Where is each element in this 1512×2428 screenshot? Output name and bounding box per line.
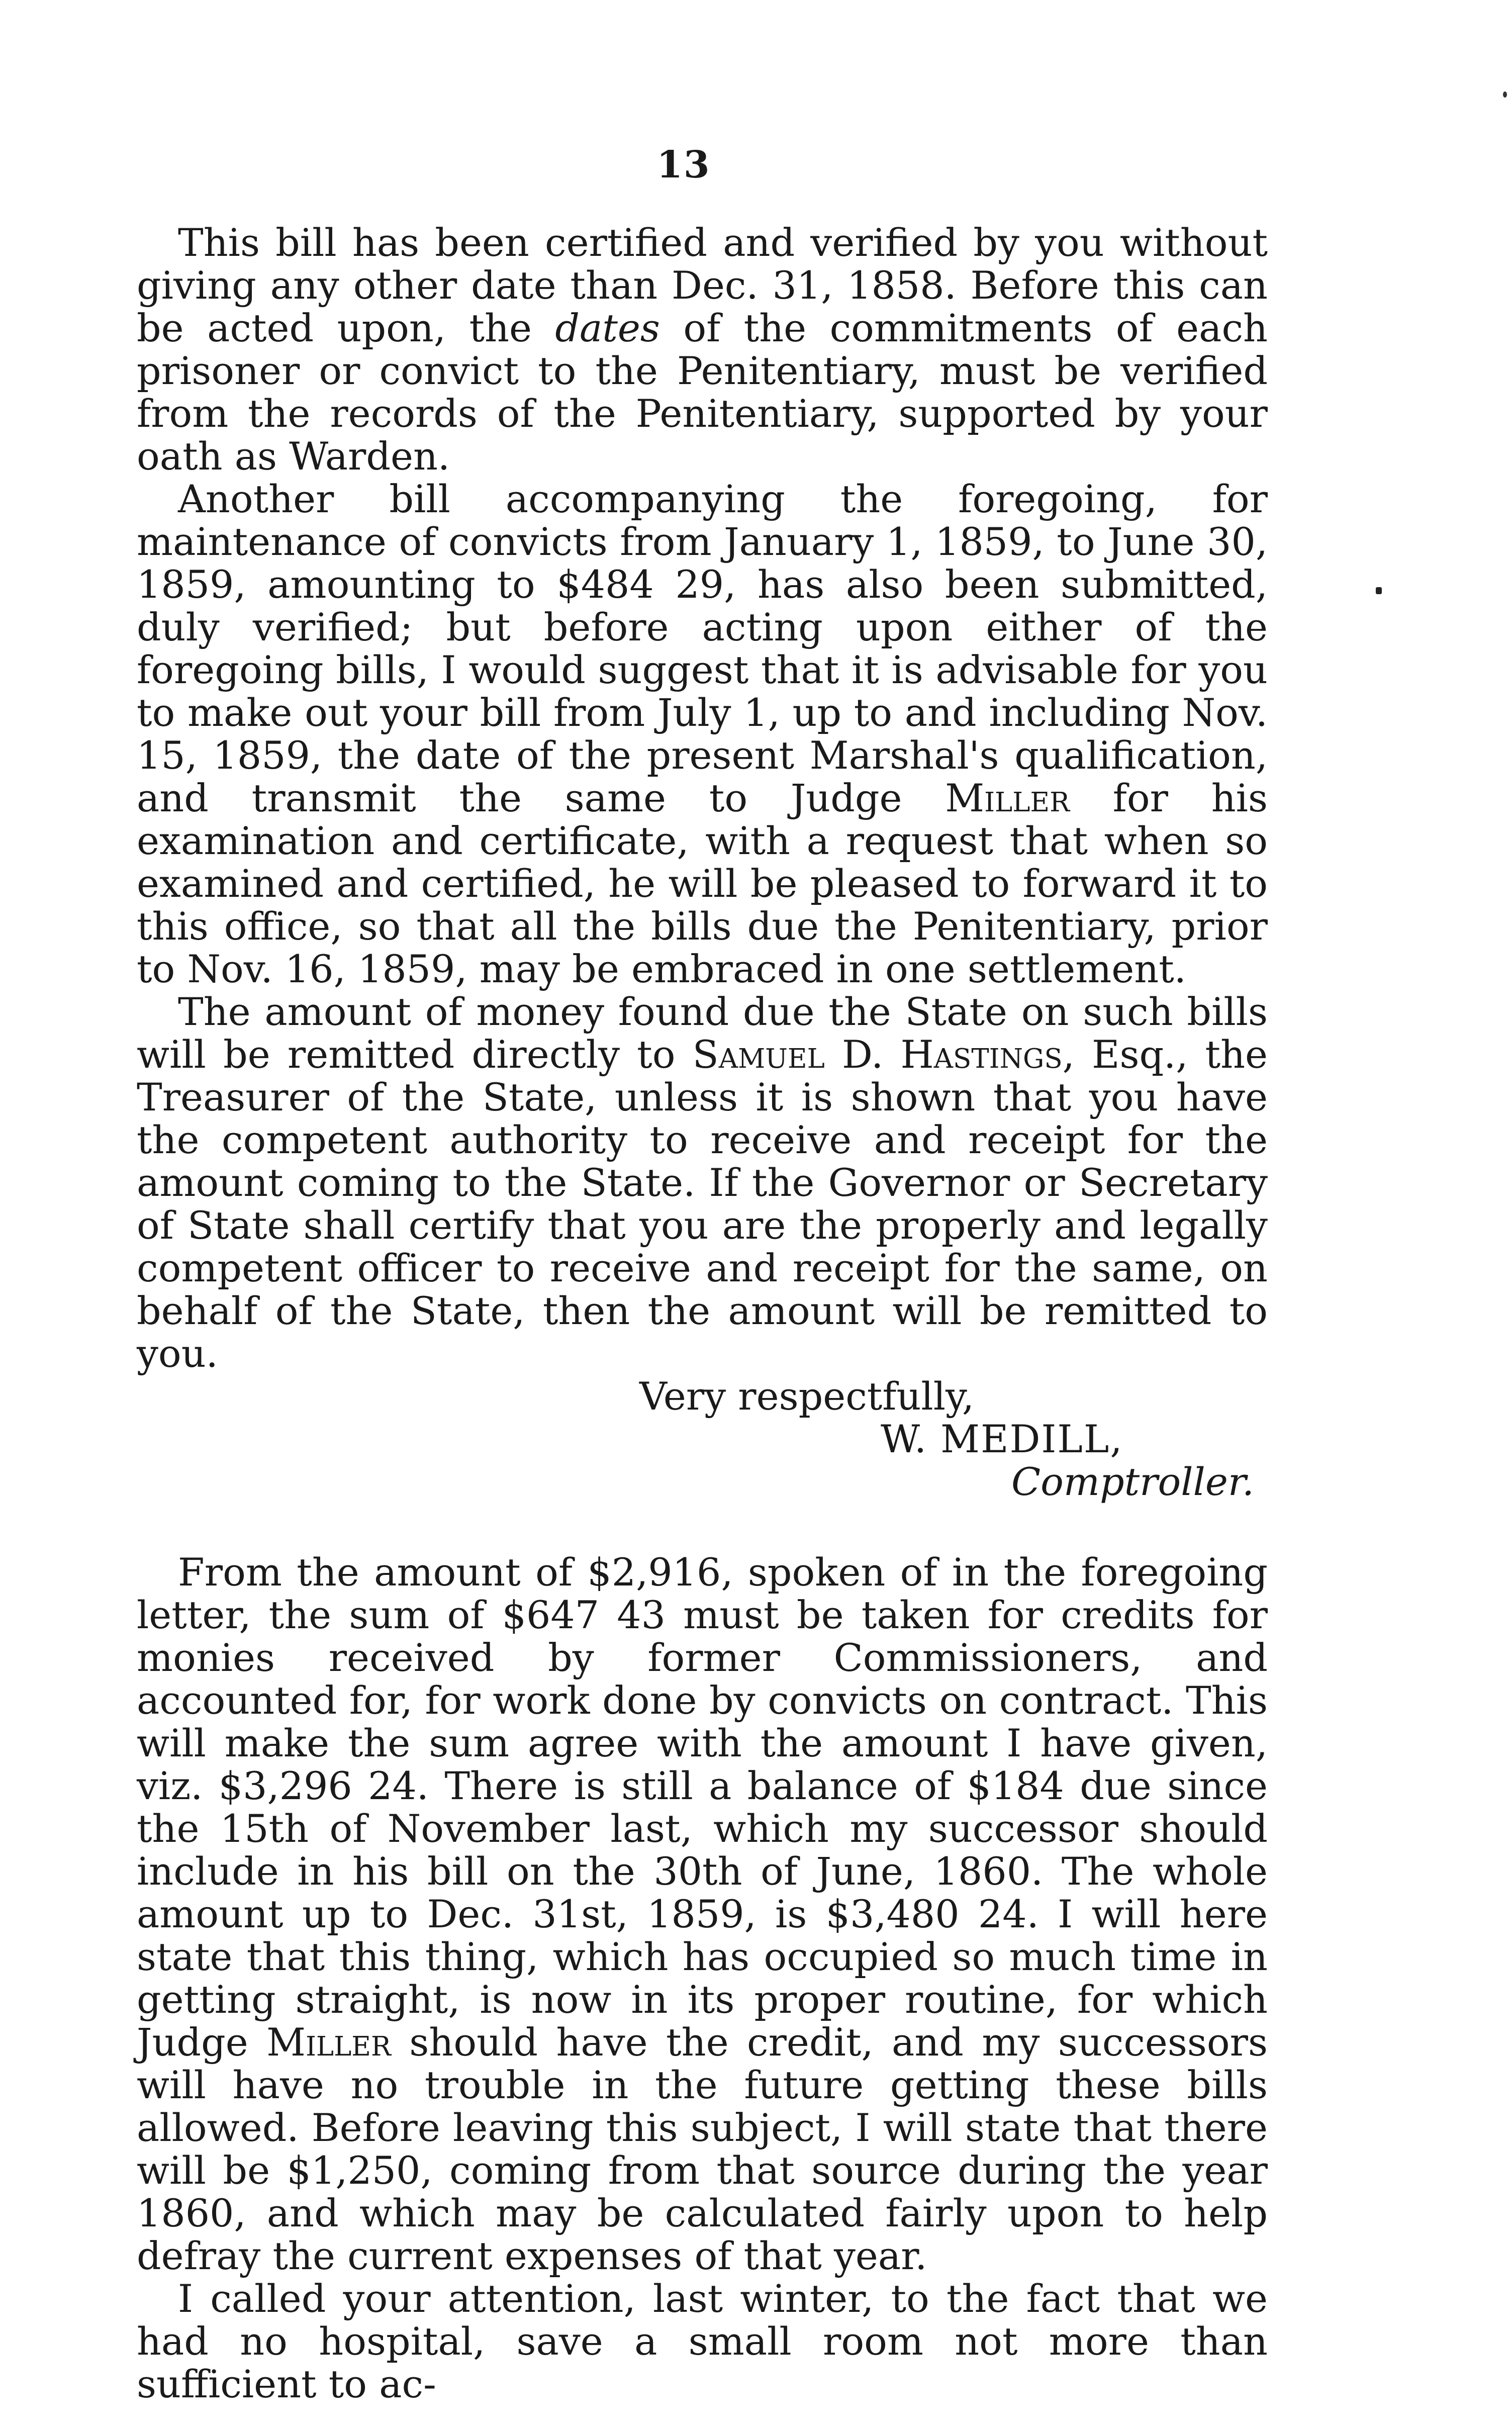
emphasis: Miller <box>266 2020 391 2065</box>
emphasis: dates <box>555 306 660 350</box>
signature-title: Comptroller. <box>1011 1459 1254 1504</box>
paragraph-maintenance-bill: Another bill accompanying the foregoing, for maintenance of convicts from January 1, 1859, to June 30, 1859, amounting to $484 29, has also been submitted, duly verified; but before acting upon either of the foregoing bills, I would suggest that it is advisable for you to make out your bill from July 1, up to and including Nov. 15, 1859, the date of the present Marshal's qualification, and transmit the same to Judge Miller for his examination and certificate, with a request that when so examined and certified, he will be pleased to forward it to this office, so that all the bills due the Penitentiary, prior to Nov. 16, 1859, may be embraced in one settlement. <box>137 477 1268 991</box>
paragraph-credits-balance: From the amount of $2,916, spoken of in the foregoing letter, the sum of $647 43 must be taken for credits for monies received by former Commissioners, and accounted for, for work done by convicts on contract. This will make the sum agree with the amount I have given, viz. $3,296 24. There is still a balance of $184 due since the 15th of November last, which my successor should include in his bill on the 30th of June, 1860. The whole amount up to Dec. 31st, 1859, is $3,480 24. I will here state that this thing, which has occupied so much time in getting straight, is now in its proper routine, for which Judge Miller should have the credit, and my successors will have no trouble in the future getting these bills allowed. Before leaving this subject, I will state that there will be $1,250, coming from that source during the year 1860, and which may be calculated fairly upon to help defray the current expenses of that year. <box>137 1550 1268 2278</box>
letter-closing <box>137 1375 1268 1503</box>
signature-name: W. MEDILL, <box>881 1417 1123 1461</box>
section-gap <box>137 1503 1268 1551</box>
ink-speck <box>1376 587 1382 594</box>
paragraph-remittance: The amount of money found due the State on such bills will be remitted directly to Samuel D. Hastings, Esq., the Treasurer of the State, unless it is shown that you have the competent authority to receive and receipt for the amount coming to the State. If the Governor or Secretary of State shall certify that you are the properly and legally competent officer to receive and receipt for the same, on behalf of the State, then the amount will be remitted to you. <box>137 989 1268 1376</box>
valediction: Very respectfully, <box>639 1374 975 1419</box>
page-number: 13 <box>656 143 711 186</box>
paragraph-bill-certification: This bill has been certified and verified by you without giving any other date than Dec. 31, 1858. Before this can be acted upon, the dates of the commitments of each prisoner or convict to the Penitentiary, must be verified from the records of the Penitentiary, supported by your oath as Warden. <box>137 220 1268 479</box>
emphasis: Miller <box>945 776 1070 820</box>
ink-speck <box>1503 91 1507 98</box>
body-text <box>137 221 1268 2405</box>
emphasis: Samuel D. Hastings <box>692 1032 1063 1077</box>
paragraph-hospital: I called your attention, last winter, to the fact that we had no hospital, save a small room not more than sufficient to ac- <box>137 2276 1268 2406</box>
